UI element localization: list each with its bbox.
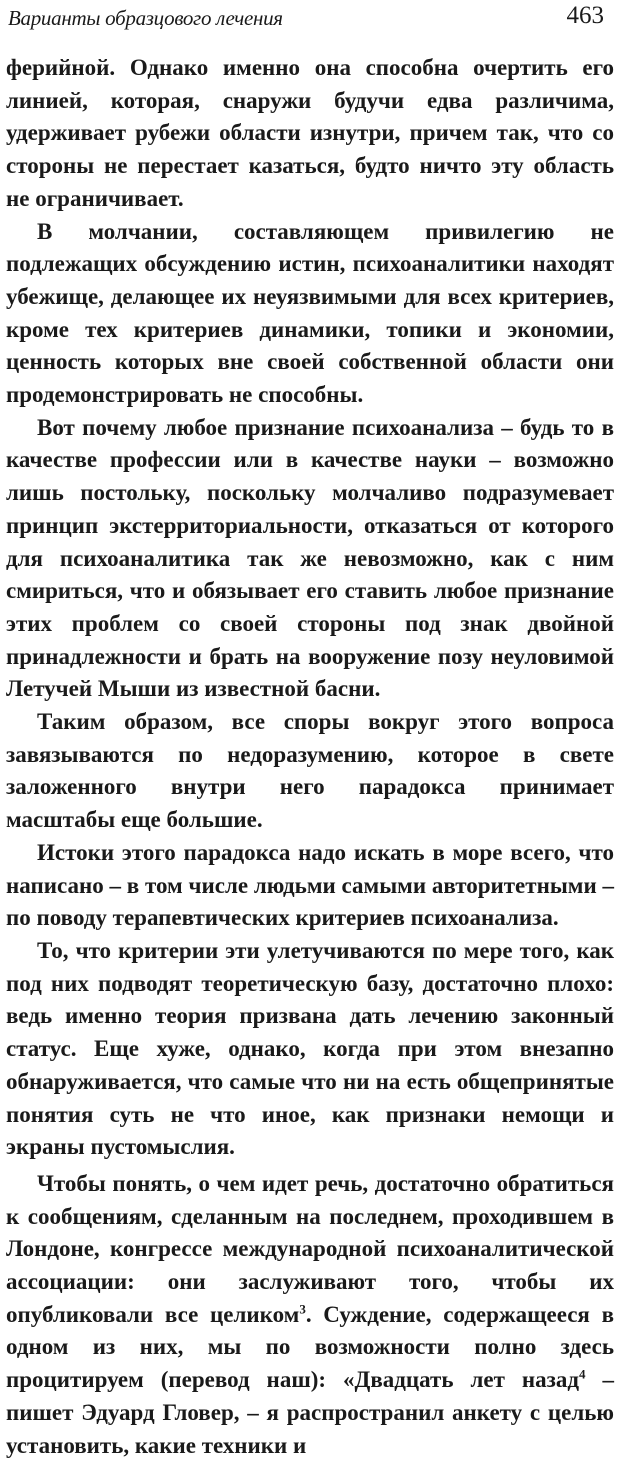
- page-header: [8, 2, 604, 38]
- paragraph-2: В молчании, составляющем привилегию не подлежащих обсуждению истин, психоаналитики находят убежище, делающее их неуязвимыми для всех критериев, кроме тех критериев динамики, топики и экономии, ценность которых вне своей собственной области они продемонстрировать не способны.: [6, 218, 614, 408]
- paragraph-1: ферийной. Однако именно она способна очертить его линией, которая, снаружи будучи едва различима, удерживает рубежи области изнутри, причем так, что со стороны не перестает казаться, будто ничто эту область не ограничивает.: [6, 55, 614, 211]
- footnote-marker-4[interactable]: 4: [579, 1366, 586, 1382]
- paragraph-4: Таким образом, все споры вокруг этого вопроса завязываются по недоразумению, которое в свете заложенного внутри него парадокса принимает масштабы еще большие.: [6, 709, 614, 833]
- footnote-marker-3[interactable]: 3: [299, 1301, 306, 1317]
- running-title: Варианты образцового лечения: [8, 6, 283, 30]
- paragraph-3: Вот почему любое признание психоанализа – будь то в качестве профессии или в качестве науки – возможно лишь постольку, поскольку молчаливо подразумевает принцип экстерриториальности, отказаться от которого для психоаналитика так же невозможно, как с ним смириться, что и обязывает его ставить любое признание этих проблем со своей стороны под знак двойной принадлежности и брать на вооружение позу неуловимой Летучей Мыши из известной басни.: [6, 414, 614, 702]
- body-text: [6, 52, 614, 1462]
- paragraph-5: Истоки этого парадокса надо искать в море всего, что написано – в том числе людьми самыми авторитетными – по поводу терапевтических критериев психоанализа.: [6, 839, 614, 931]
- page-number: 463: [566, 2, 604, 29]
- paragraph-7-part-a: Чтобы понять, о чем идет речь, достаточно обратиться к сообщениям, сделанным на последнем, проходившем в Лондоне, конгрессе международной психоаналитической ассоциации: они заслуживают того, чтобы их опубликовали все целиком: [6, 1170, 614, 1327]
- paragraph-7-part-c: – пишет Эдуард Гловер, – я распространил анкету с целью установить, какие техники и: [6, 1367, 614, 1458]
- paragraph-7: [6, 1168, 614, 1462]
- paragraph-7-part-b: . Суждение, содержащееся в одном из них, мы по возможности полно здесь процитируем (перевод наш): «Двадцать лет назад: [6, 1301, 614, 1393]
- paragraph-6: То, что критерии эти улетучиваются по мере того, как под них подводят теоретическую базу, достаточно плохо: ведь именно теория призвана дать лечению законный статус. Еще хуже, однако, когда при этом внезапно обнаруживается, что самые что ни на есть общепринятые понятия суть не что иное, как признаки немощи и экраны пустомыслия.: [6, 937, 614, 1160]
